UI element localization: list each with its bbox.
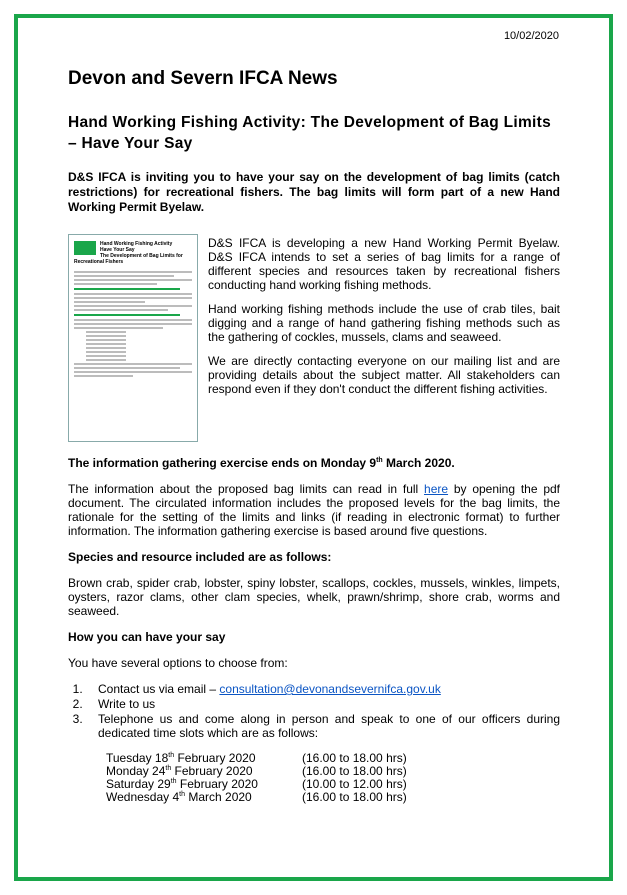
time-slot-row: Tuesday 18th February 2020 (16.00 to 18.00 hrs) <box>106 751 407 765</box>
species-list: Brown crab, spider crab, lobster, spiny lobster, scallops, cockles, mussels, winkles, limpets, oysters, razor clams, other clam species, whelk, prawn/shrimp, shore crab, worms and seaweed. <box>68 576 560 618</box>
option-write: 2. Write to us <box>86 697 560 711</box>
date: 10/02/2020 <box>503 30 559 42</box>
intro-paragraph: D&S IFCA is inviting you to have your say on the development of bag limits (catch restrictions) for recreational fishers. The bag limits will form part of a new Hand Working Permit Byelaw. <box>68 170 560 214</box>
article-title: Hand Working Fishing Activity: The Development of Bag Limits – Have Your Say <box>68 114 552 152</box>
info-paragraph: The information about the proposed bag limits can read in full here by opening the pdf document. The circulated information includes the proposed levels for the bag limits, the rationale for the setting of the limits and links (if reading in electronic format) to further information. The information gathering exercise is based around five questions. <box>68 482 560 538</box>
time-slot-row: Saturday 29th February 2020 (10.00 to 12.00 hrs) <box>106 777 407 791</box>
ifca-logo <box>74 241 96 255</box>
body-text <box>68 456 560 804</box>
option-email: 1. Contact us via email – consultation@devonandsevernifca.gov.uk <box>86 682 560 696</box>
email-link[interactable]: consultation@devonandsevernifca.gov.uk <box>219 682 441 696</box>
page-title: Devon and Severn IFCA News <box>68 68 338 89</box>
options-intro: You have several options to choose from: <box>68 656 288 670</box>
have-your-say-heading: How you can have your say <box>68 630 226 644</box>
side-paragraph: We are directly contacting everyone on our mailing list and are providing details about the subject matter. All stakeholders can respond even if they don't conduct the different fishing activities. <box>208 354 560 396</box>
side-paragraph: D&S IFCA is developing a new Hand Working Permit Byelaw. D&S IFCA intends to set a series of bag limits for a range of different species and resources taken by recreational fishers conducting hand working fishing methods. <box>208 236 560 292</box>
time-slot-row: Monday 24th February 2020 (16.00 to 18.00 hrs) <box>106 764 407 778</box>
species-heading: Species and resource included are as follows: <box>68 550 332 564</box>
side-text <box>208 236 560 406</box>
pdf-link[interactable]: here <box>424 482 449 496</box>
time-slot-row: Wednesday 4th March 2020 (16.00 to 18.00 hrs) <box>106 790 407 804</box>
options-list <box>86 682 560 740</box>
thumbnail-line: The Development of Bag Limits for Recreational Fishers <box>74 253 183 265</box>
document-thumbnail[interactable] <box>68 234 198 442</box>
thumbnail-title: Hand Working Fishing Activity <box>100 241 173 247</box>
thumbnail-line: Have Your Say <box>100 247 135 253</box>
deadline-notice: The information gathering exercise ends on Monday 9th March 2020. <box>68 456 455 470</box>
option-telephone: 3. Telephone us and come along in person and speak to one of our officers during dedicated time slots which are as follows: <box>86 712 560 740</box>
time-slots-table <box>106 752 407 804</box>
side-paragraph: Hand working fishing methods include the use of crab tiles, bait digging and a range of hand gathering fishing methods such as the gathering of cockles, mussels, clams and seaweed. <box>208 302 560 344</box>
